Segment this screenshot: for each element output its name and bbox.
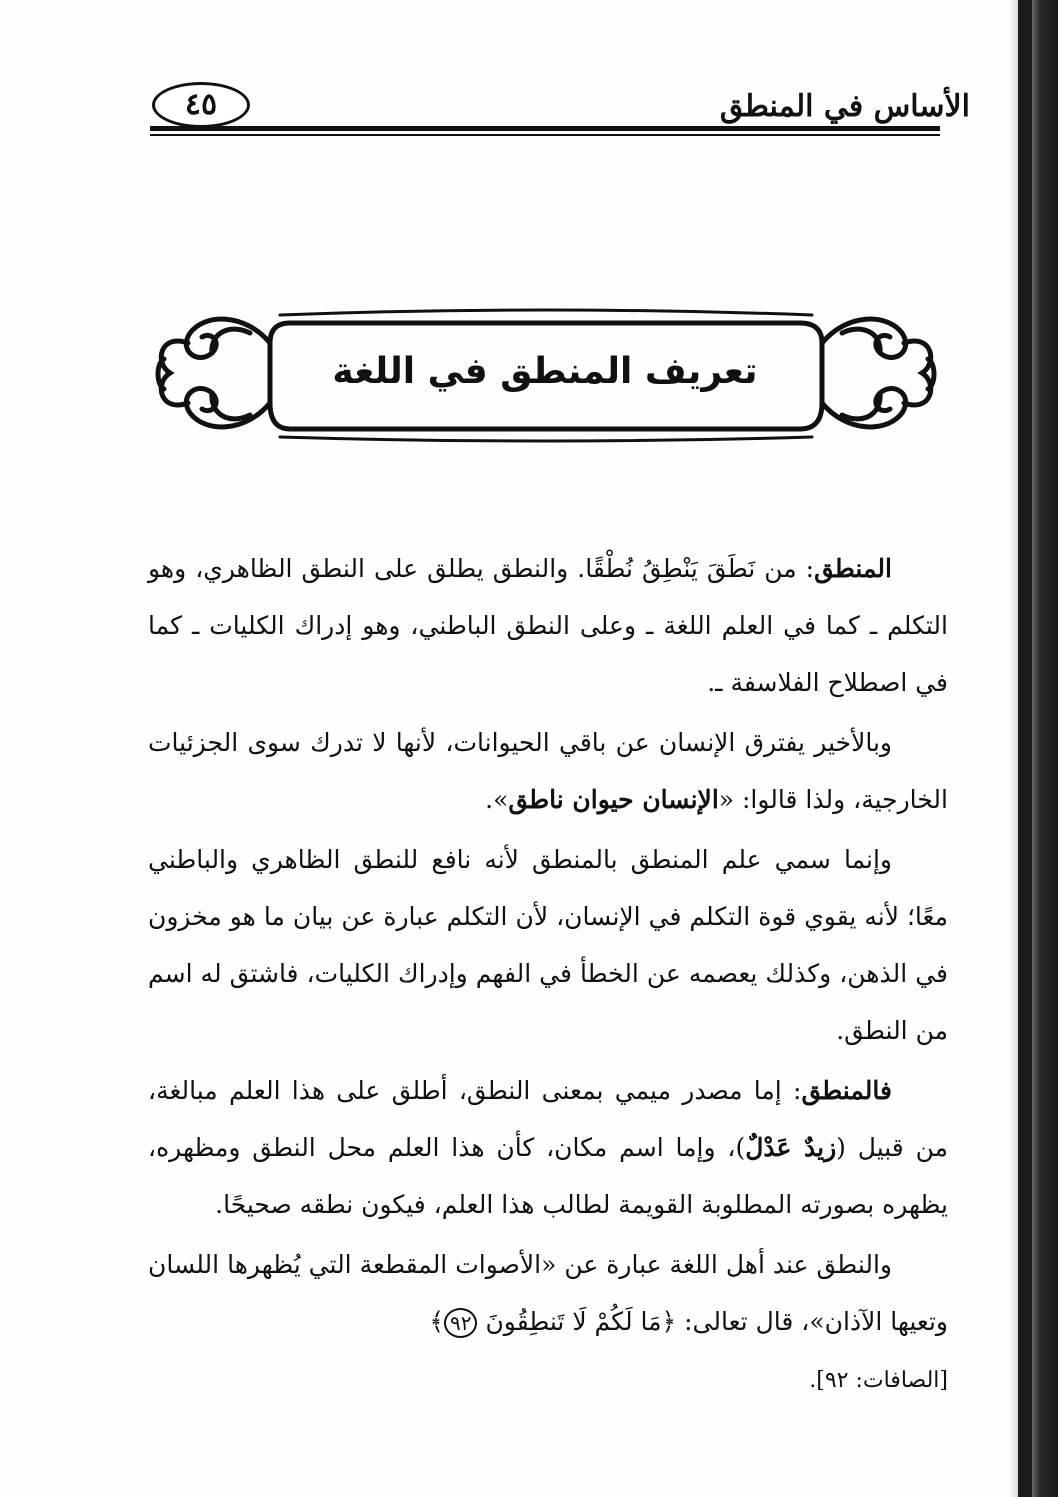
paragraph-3-text: وإنما سمي علم المنطق بالمنطق لأنه نافع للنطق الظاهري والباطني معًا؛ لأنه يقوي قوة التكلم في الإنسان، لأن التكلم عبارة عن بيان ما هو مخزون في الذهن، وكذلك يعصمه عن الخطأ في الفهم وإدراك الكليات، فاشتق له اسم من النطق. <box>148 845 948 1045</box>
paragraph-2-after: ». <box>485 785 509 814</box>
ayah-number-mark: ٩٢ <box>444 1308 477 1338</box>
paragraph-4-after: )، وإما اسم مكان، كأن هذا العلم محل النطق ومظهره، يظهره بصورته المطلوبة القويمة لطالب هذا العلم، فيكون نطقه صحيحًا. <box>148 1133 948 1219</box>
term-mantiq: المنطق <box>814 554 892 583</box>
header-rule <box>150 126 940 131</box>
paragraph-1-text: : من نَطَقَ يَنْطِقُ نُطْقًا. والنطق يطلق على النطق الظاهري، وهو التكلم ـ كما في العلم اللغة ـ وعلى النطق الباطني، وهو إدراك الكليات ـ كما في اصطلاح الفلاسفة ـ. <box>148 554 948 697</box>
body-text <box>148 540 948 1409</box>
paragraph-2-text: وبالأخير يفترق الإنسان عن باقي الحيوانات، لأنها لا تدرك سوى الجزئيات الخارجية، ولذا قالوا: « <box>148 728 948 814</box>
binding-shadow <box>1008 0 1058 1497</box>
page-number: ٤٥ <box>184 87 218 122</box>
paragraph-5 <box>148 1236 948 1409</box>
paragraph-4-bold: زيدٌ عَدْلٌ <box>745 1133 837 1162</box>
quran-citation: [الصافات: ٩٢]. <box>809 1368 948 1393</box>
paragraph-5-text: والنطق عند أهل اللغة عبارة عن «الأصوات المقطعة التي يُظهرها اللسان وتعيها الآذان»، قال تعالى: ﴿مَا لَكُمْ لَا تَنطِقُونَ <box>148 1250 948 1336</box>
running-title: الأساس في المنطق <box>719 89 970 124</box>
paragraph-5-after: ﴾ <box>429 1307 444 1336</box>
paragraph-1 <box>148 540 948 711</box>
paragraph-4-text: : إما مصدر ميمي بمعنى النطق، أطلق على هذا العلم مبالغة، من قبيل ( <box>148 1076 948 1162</box>
binding-edge <box>1018 0 1032 1497</box>
paragraph-2 <box>148 714 948 828</box>
header-rule-thin <box>150 134 940 136</box>
term-falmantiq: فالمنطق <box>801 1076 892 1105</box>
chapter-title: تعريف المنطق في اللغة <box>332 351 758 392</box>
paragraph-4 <box>148 1062 948 1233</box>
paragraph-3 <box>148 831 948 1059</box>
paragraph-2-bold: الإنسان حيوان ناطق <box>508 785 719 814</box>
